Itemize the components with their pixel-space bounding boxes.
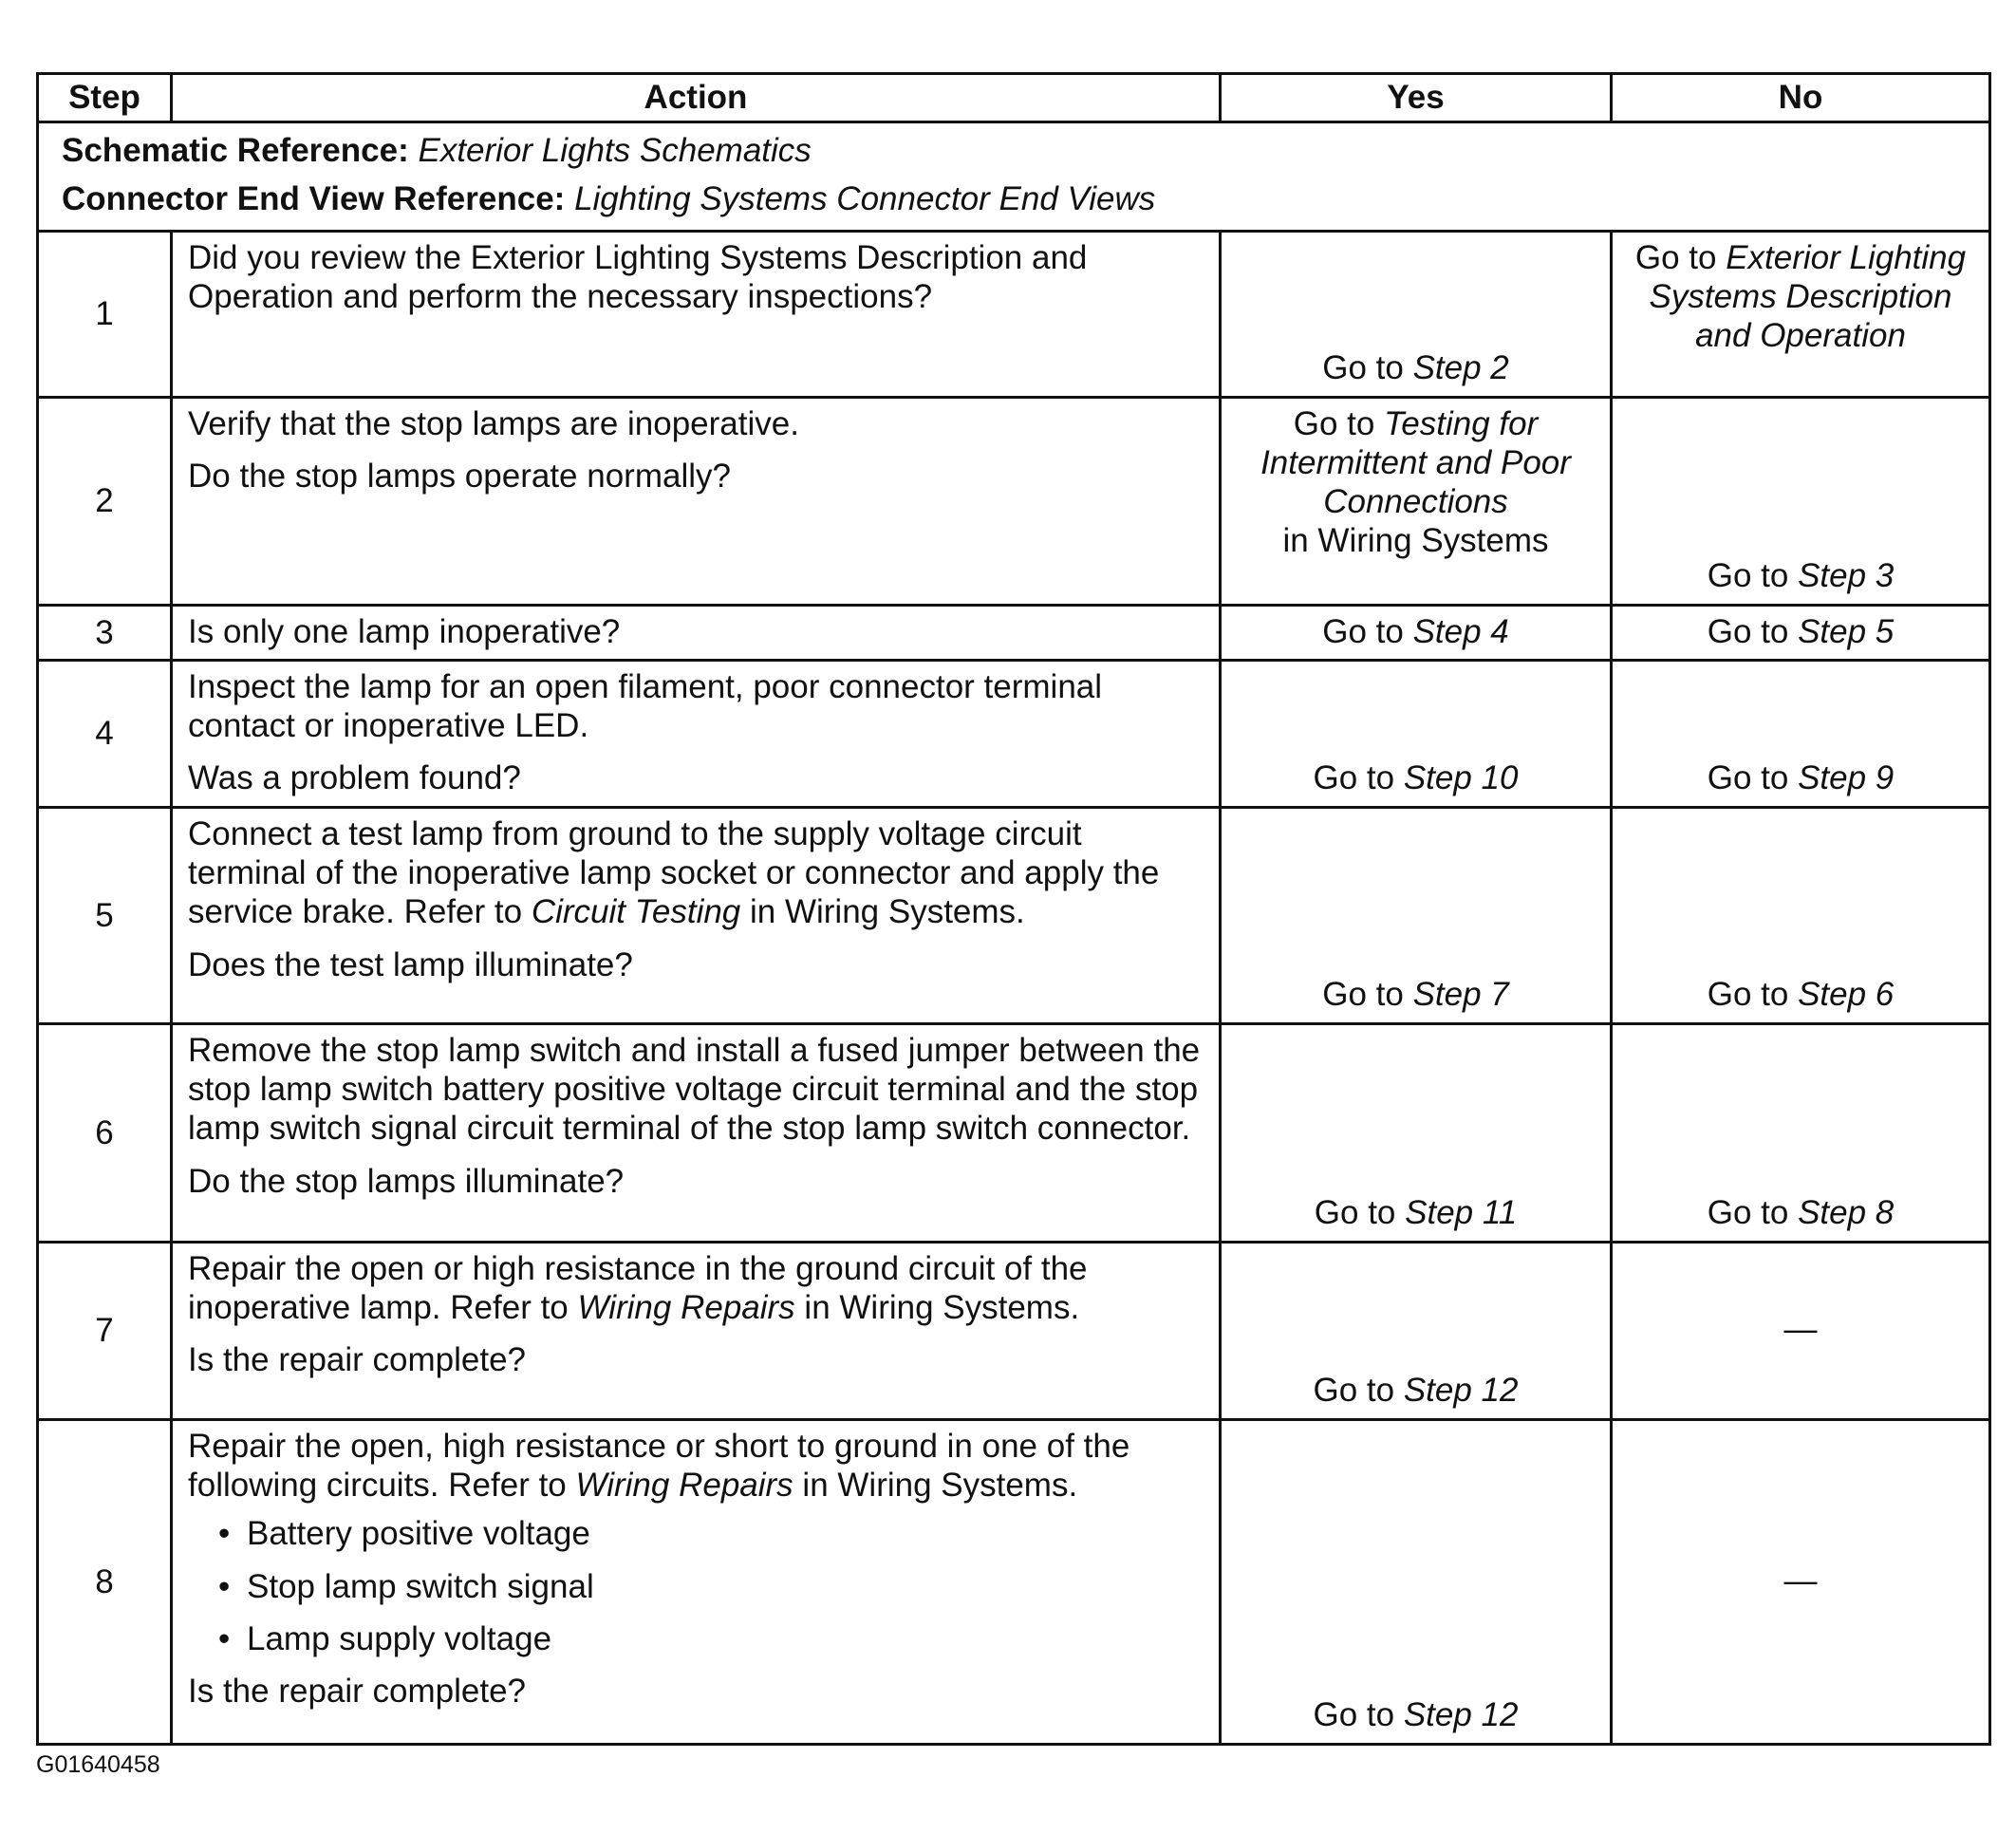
no-cell (1612, 807, 1990, 1023)
action-text-pre: Connect a test lamp from ground to the supply voltage circuit terminal of the inoperative lamp socket or connector and apply the service brake. Refer to (188, 814, 1160, 931)
table-row (38, 231, 1990, 397)
yes-step-link[interactable]: Step 12 (1403, 1696, 1519, 1734)
action-text: Did you review the Exterior Lighting Systems Description and Operation and perform the necessary inspections? (188, 238, 1088, 315)
action-question: Do the stop lamps operate normally? (188, 457, 731, 495)
action-text: Inspect the lamp for an open filament, poor connector terminal contact or inoperative LED. (188, 667, 1103, 745)
action-question: Was a problem found? (188, 759, 521, 797)
list-item: • Lamp supply voltage (218, 1619, 1205, 1658)
diagnostic-table-container (36, 72, 1988, 1746)
no-prefix: Go to (1634, 238, 1727, 276)
action-cell (172, 807, 1221, 1023)
table-row (38, 1023, 1990, 1242)
step-number: 4 (38, 660, 172, 807)
action-text: Remove the stop lamp switch and install a fused jumper between the stop lamp switch battery positive voltage circuit terminal and the stop lamp switch signal circuit terminal of the stop lamp switch connector. (188, 1031, 1201, 1148)
yes-reference-link[interactable]: Testing for Intermittent and Poor Connections (1260, 404, 1571, 521)
header-row (38, 74, 1990, 122)
no-cell (1612, 231, 1990, 397)
action-question: Is the repair complete? (188, 1341, 527, 1379)
no-cell (1612, 1419, 1990, 1744)
action-question: Does the test lamp illuminate? (188, 945, 633, 983)
table-row (38, 1242, 1990, 1419)
yes-prefix: Go to (1313, 1372, 1404, 1410)
yes-step-link[interactable]: Step 11 (1405, 1194, 1518, 1232)
action-cell (172, 605, 1221, 660)
table-row (38, 1419, 1990, 1744)
action-cell (172, 1023, 1221, 1242)
no-cell (1612, 1023, 1990, 1242)
yes-cell (1221, 1242, 1612, 1419)
action-text-pre: Repair the open or high resistance in the ground circuit of the inoperative lamp. Refer to (188, 1249, 1088, 1326)
no-dash: — (1783, 1562, 1818, 1599)
action-question: Do the stop lamps illuminate? (188, 1162, 625, 1200)
list-item: • Battery positive voltage (218, 1514, 1205, 1553)
reference-cell (38, 122, 1990, 232)
diagnostic-table (36, 72, 1991, 1746)
yes-prefix: Go to (1322, 612, 1413, 650)
no-step-link[interactable]: Step 5 (1798, 612, 1895, 650)
yes-prefix: Go to (1293, 404, 1385, 442)
step-number: 3 (38, 605, 172, 660)
connector-reference (62, 176, 1966, 224)
figure-id: G01640458 (36, 1751, 160, 1778)
step-number: 5 (38, 807, 172, 1023)
yes-prefix: Go to (1314, 1194, 1406, 1232)
no-cell (1612, 660, 1990, 807)
no-cell (1612, 1242, 1990, 1419)
yes-step-link[interactable]: Step 10 (1403, 759, 1519, 797)
list-item: • Stop lamp switch signal (218, 1567, 1205, 1606)
connector-reference-link[interactable]: Lighting Systems Connector End Views (574, 179, 1156, 217)
action-cell (172, 1242, 1221, 1419)
yes-cell (1221, 231, 1612, 397)
no-prefix: Go to (1707, 557, 1799, 595)
yes-cell (1221, 1419, 1612, 1744)
step-number: 8 (38, 1419, 172, 1744)
action-text-pre: Repair the open, high resistance or short to ground in one of the following circuits. Refer to (188, 1427, 1130, 1504)
table-row (38, 660, 1990, 807)
no-cell (1612, 397, 1990, 605)
yes-step-link[interactable]: Step 12 (1403, 1372, 1519, 1410)
step-number: 1 (38, 231, 172, 397)
wiring-repairs-link[interactable]: Wiring Repairs (577, 1288, 795, 1326)
action-text-post: in Wiring Systems. (794, 1288, 1080, 1326)
yes-prefix: Go to (1322, 976, 1413, 1014)
no-cell (1612, 605, 1990, 660)
no-prefix: Go to (1707, 759, 1799, 797)
yes-cell (1221, 807, 1612, 1023)
step-number: 2 (38, 397, 172, 605)
no-step-link[interactable]: Step 3 (1798, 557, 1895, 595)
connector-reference-label: Connector End View Reference: (62, 179, 566, 217)
action-text: Verify that the stop lamps are inoperative. (188, 404, 799, 442)
yes-cell (1221, 1023, 1612, 1242)
yes-step-link[interactable]: Step 4 (1412, 612, 1509, 650)
action-cell (172, 397, 1221, 605)
yes-suffix: in Wiring Systems (1282, 522, 1549, 560)
no-step-link[interactable]: Step 6 (1798, 976, 1895, 1014)
schematic-reference-link[interactable]: Exterior Lights Schematics (418, 132, 812, 169)
step-number: 7 (38, 1242, 172, 1419)
schematic-reference (62, 127, 1966, 176)
action-question: Is the repair complete? (188, 1673, 527, 1711)
wiring-repairs-link[interactable]: Wiring Repairs (575, 1466, 793, 1504)
header-step: Step (38, 74, 172, 122)
action-cell (172, 1419, 1221, 1744)
yes-cell (1221, 660, 1612, 807)
circuit-testing-link[interactable]: Circuit Testing (531, 893, 741, 931)
circuit-list (188, 1514, 1205, 1658)
header-no: No (1612, 74, 1990, 122)
yes-step-link[interactable]: Step 2 (1412, 349, 1509, 387)
action-text-post: in Wiring Systems. (740, 893, 1025, 931)
no-step-link[interactable]: Step 8 (1798, 1194, 1895, 1232)
table-row (38, 807, 1990, 1023)
no-step-link[interactable]: Step 9 (1798, 759, 1895, 797)
action-text: Is only one lamp inoperative? (188, 612, 621, 650)
action-text (188, 1249, 1205, 1328)
action-text (188, 1427, 1205, 1506)
yes-prefix: Go to (1313, 759, 1404, 797)
header-yes: Yes (1221, 74, 1612, 122)
yes-prefix: Go to (1313, 1696, 1404, 1734)
no-prefix: Go to (1707, 976, 1799, 1014)
action-text-post: in Wiring Systems. (793, 1466, 1078, 1504)
yes-step-link[interactable]: Step 7 (1412, 976, 1509, 1014)
step-number: 6 (38, 1023, 172, 1242)
no-prefix: Go to (1707, 612, 1799, 650)
no-reference-link[interactable]: Exterior Lighting Systems Description and Operation (1649, 238, 1967, 355)
reference-row (38, 122, 1990, 232)
header-action: Action (172, 74, 1221, 122)
table-row (38, 397, 1990, 605)
action-cell (172, 231, 1221, 397)
yes-cell (1221, 605, 1612, 660)
action-text (188, 814, 1205, 932)
yes-cell (1221, 397, 1612, 605)
table-row (38, 605, 1990, 660)
action-cell (172, 660, 1221, 807)
yes-prefix: Go to (1322, 349, 1413, 387)
no-dash: — (1783, 1311, 1818, 1349)
no-prefix: Go to (1707, 1194, 1799, 1232)
schematic-reference-label: Schematic Reference: (62, 132, 409, 169)
